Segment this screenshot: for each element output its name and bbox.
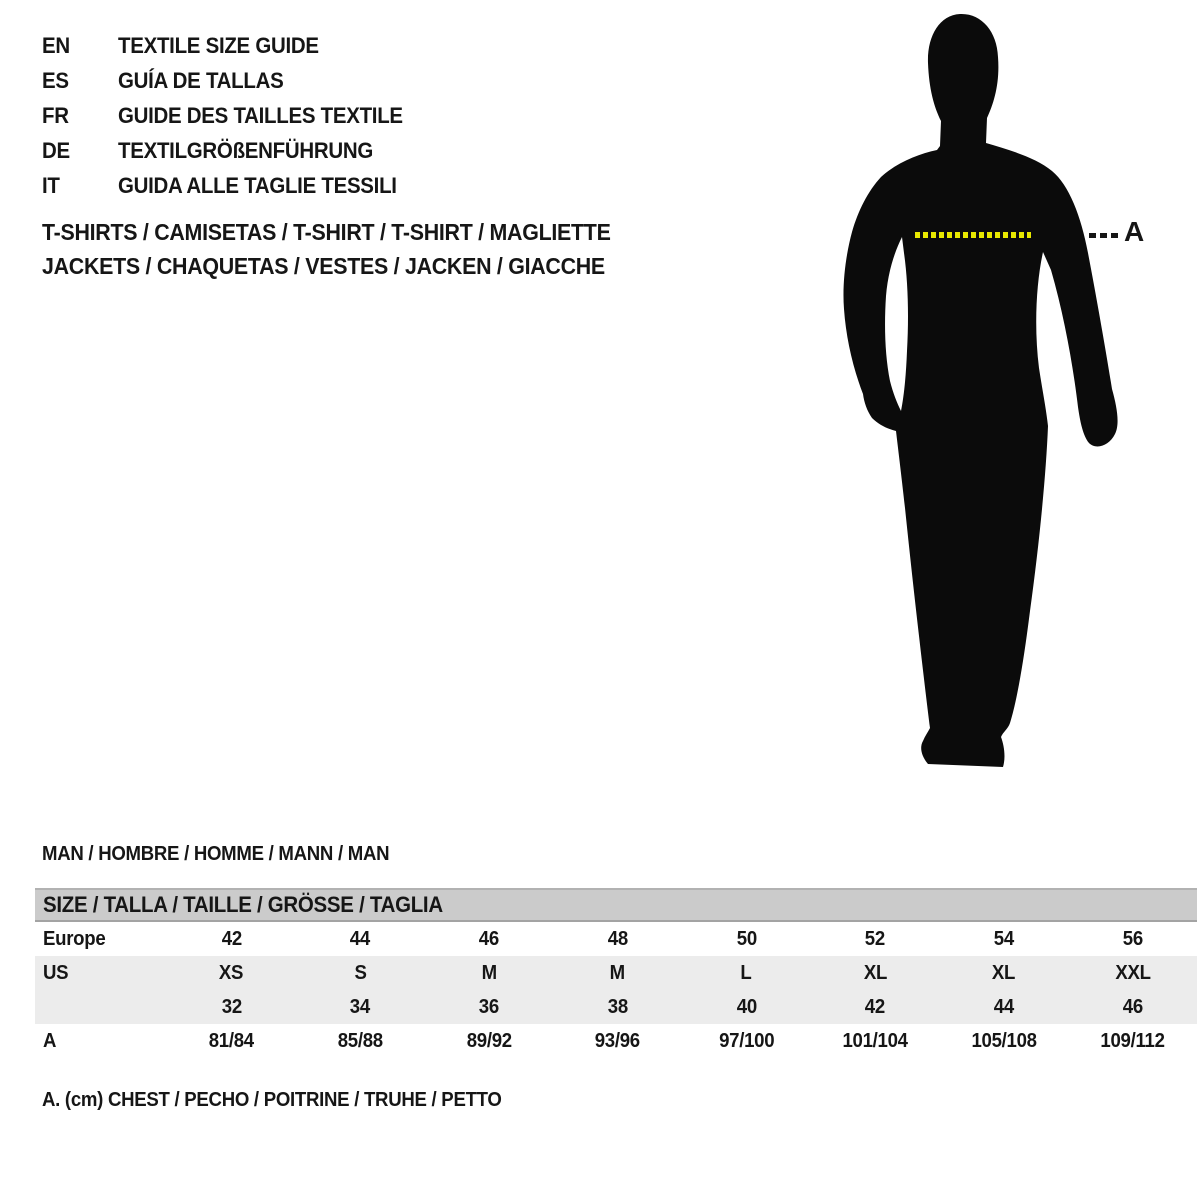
size-cell: 101/104 xyxy=(842,1030,908,1052)
lang-title: TEXTILGRÖßENFÜHRUNG xyxy=(118,138,373,163)
size-cell: L xyxy=(740,962,752,984)
man-silhouette-path xyxy=(843,14,1117,767)
size-cell: 42 xyxy=(865,996,886,1018)
lang-row-it xyxy=(42,168,424,203)
size-cell: M xyxy=(481,962,497,984)
size-cell: 34 xyxy=(350,996,371,1018)
lang-code: FR xyxy=(42,103,69,128)
size-cell: 54 xyxy=(993,928,1014,950)
table-row-europe xyxy=(35,922,1197,956)
size-cell: 85/88 xyxy=(337,1030,383,1052)
man-silhouette-figure xyxy=(840,0,1160,800)
size-cell: 48 xyxy=(607,928,628,950)
section-title-man: MAN / HOMBRE / HOMME / MANN / MAN xyxy=(42,843,390,865)
lang-code: IT xyxy=(42,173,60,198)
lang-title: GUIDA ALLE TAGLIE TESSILI xyxy=(118,173,397,198)
size-cell: 105/108 xyxy=(971,1030,1037,1052)
lang-title: GUIDE DES TAILLES TEXTILE xyxy=(118,103,403,128)
category-tshirts: T-SHIRTS / CAMISETAS / T-SHIRT / T-SHIRT / MAGLIETTE xyxy=(42,219,611,245)
row-label: US xyxy=(43,962,69,984)
size-cell: 44 xyxy=(993,996,1014,1018)
size-cell: 38 xyxy=(607,996,628,1018)
lang-row-es xyxy=(42,63,424,98)
lang-row-en xyxy=(42,28,424,63)
measure-label-a: A xyxy=(1124,216,1145,247)
lang-title: GUÍA DE TALLAS xyxy=(118,68,284,93)
size-cell: XL xyxy=(863,962,887,984)
lang-row-fr xyxy=(42,98,424,133)
size-cell: XL xyxy=(992,962,1016,984)
size-table xyxy=(35,888,1197,1058)
measure-connector-dashes xyxy=(1089,233,1118,238)
size-cell: 52 xyxy=(865,928,886,950)
size-cell: M xyxy=(610,962,626,984)
man-silhouette-svg xyxy=(840,0,1160,800)
row-label: A xyxy=(43,1030,57,1052)
size-cell: 97/100 xyxy=(718,1030,774,1052)
lang-code: EN xyxy=(42,33,70,58)
lang-code: ES xyxy=(42,68,69,93)
size-cell: 40 xyxy=(736,996,757,1018)
table-row-us xyxy=(35,956,1197,990)
row-label: Europe xyxy=(43,928,106,950)
size-cell: 50 xyxy=(736,928,757,950)
table-row-chest-a xyxy=(35,1024,1197,1058)
size-cell: XXL xyxy=(1114,962,1151,984)
size-cell: 93/96 xyxy=(595,1030,641,1052)
size-cell: 46 xyxy=(478,928,499,950)
size-cell: 89/92 xyxy=(466,1030,512,1052)
size-cell: 81/84 xyxy=(208,1030,254,1052)
category-jackets: JACKETS / CHAQUETAS / VESTES / JACKEN / GIACCHE xyxy=(42,253,605,279)
size-cell: 44 xyxy=(350,928,371,950)
size-cell: 36 xyxy=(478,996,499,1018)
measure-footnote: A. (cm) CHEST / PECHO / POITRINE / TRUHE / PETTO xyxy=(42,1089,502,1111)
language-title-list xyxy=(42,28,424,203)
size-cell: 46 xyxy=(1122,996,1143,1018)
category-list xyxy=(42,215,653,283)
size-cell: 32 xyxy=(221,996,242,1018)
lang-row-de xyxy=(42,133,424,168)
size-table-header: SIZE / TALLA / TAILLE / GRÖSSE / TAGLIA xyxy=(35,888,1197,922)
lang-code: DE xyxy=(42,138,70,163)
size-cell: 56 xyxy=(1122,928,1143,950)
table-row-numeric xyxy=(35,990,1197,1024)
row-label xyxy=(35,990,167,1024)
lang-title: TEXTILE SIZE GUIDE xyxy=(118,33,319,58)
chest-measure-dotted-line xyxy=(915,232,1031,238)
size-cell: 109/112 xyxy=(1100,1030,1165,1052)
size-cell: 42 xyxy=(221,928,242,950)
size-cell: XS xyxy=(219,962,244,984)
size-cell: S xyxy=(354,962,367,984)
